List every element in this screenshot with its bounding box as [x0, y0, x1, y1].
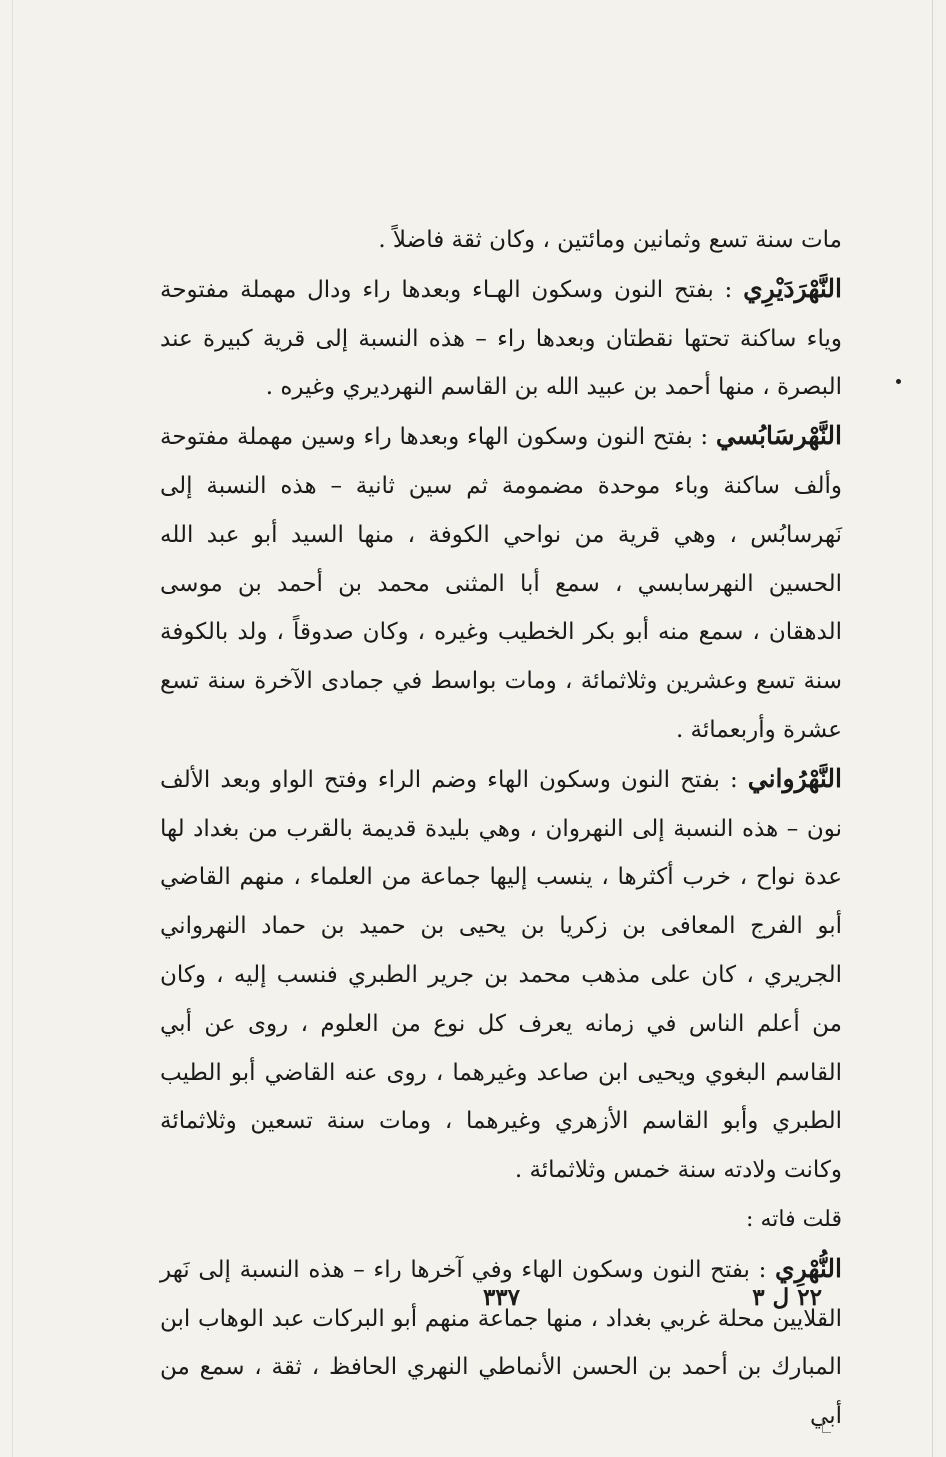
main-text	[160, 216, 842, 1441]
paragraph-continuation	[160, 216, 842, 265]
signature-mark: ٢٢ ل ٣	[752, 1284, 822, 1311]
margin-dot	[896, 379, 901, 384]
entry-nahri	[160, 1245, 842, 1441]
entry-nahrawani	[160, 755, 842, 1195]
entry-nahrdayri	[160, 265, 842, 412]
entry-body: : بفتح النون وسكون الهاء وبعدها راء وسين مهملة مفتوحة وألف ساكنة وباء موحدة مضمومة ثم سين ثانية – هذه النسبة إلى نَهرسابُس ، وهي قرية من نواحي الكوفة ، منها السيد أبو عبد الله الحسين النهرسابسي ، سمع أبا المثنى محمد بن أحمد بن موسى الدهقان ، سمع منه أبو بكر الخطيب وغيره ، وكان صدوقاً ، ولد بالكوفة سنة تسع وعشرين وثلاثمائة ، ومات بواسط في جمادى الآخرة سنة تسع عشرة وأربعمائة .	[160, 424, 842, 743]
corner-mark	[822, 1418, 831, 1433]
entry-headword: النَّهْرُواني	[747, 763, 842, 793]
page-edge-right	[932, 0, 933, 1457]
entry-body: : بفتح النون وسكون الهاء وضم الراء وفتح الواو وبعد الألف نون – هذه النسبة إلى النهروان ، وهي بليدة قديمة بالقرب من بغداد لها عدة نواح ، خرب أكثرها ، ينسب إليها جماعة من العلماء ، منهم القاضي أبو الفرج المعافى بن زكريا بن يحيى بن حميد بن حماد النهرواني الجريري ، كان على مذهب محمد بن جرير الطبري فنسب إليه ، وكان من أعلم الناس في زمانه يعرف كل نوع من العلوم ، روى عن أبي القاسم البغوي ويحيى ابن صاعد وغيرهما ، روى عنه القاضي أبو الطيب الطبري وأبو القاسم الأزهري وغيرهما ، ومات سنة تسعين وثلاثمائة وكانت ولادته سنة خمس وثلاثمائة .	[160, 766, 842, 1184]
entry-nahrsabusi	[160, 412, 842, 755]
paragraph-text: مات سنة تسع وثمانين ومائتين ، وكان ثقة فاضلاً .	[378, 227, 842, 253]
entry-headword: النُّهْرِي	[775, 1253, 842, 1283]
entry-headword: النَّهْرسَابُسي	[715, 421, 842, 451]
page-footer	[160, 1284, 842, 1320]
entry-headword: النَّهْرَدَيْرِي	[743, 273, 842, 303]
entry-body: : بفتح النون وسكون الهاء وفي آخرها راء – هذه النسبة إلى نَهر القلايين محلة غربي بغداد ، منها جماعة منهم أبو البركات عبد الوهاب ابن المبارك بن أحمد بن الحسن الأنماطي النهري الحافظ ، ثقة ، سمع من أبي	[160, 1256, 842, 1430]
entry-body: : بفتح النون وسكون الهـاء وبعدها راء ودال مهملة مفتوحة وياء ساكنة تحتها نقطتان وبعدها راء – هذه النسبة إلى قرية كبيرة عند البصرة ، منها أحمد بن عبيد الله بن القاسم النهرديري وغيره .	[160, 276, 842, 401]
editor-note	[160, 1195, 842, 1245]
note-label: قلت فاته :	[746, 1206, 842, 1232]
page-edge-left	[12, 0, 13, 1457]
page-number: ٣٣٧	[482, 1284, 520, 1311]
